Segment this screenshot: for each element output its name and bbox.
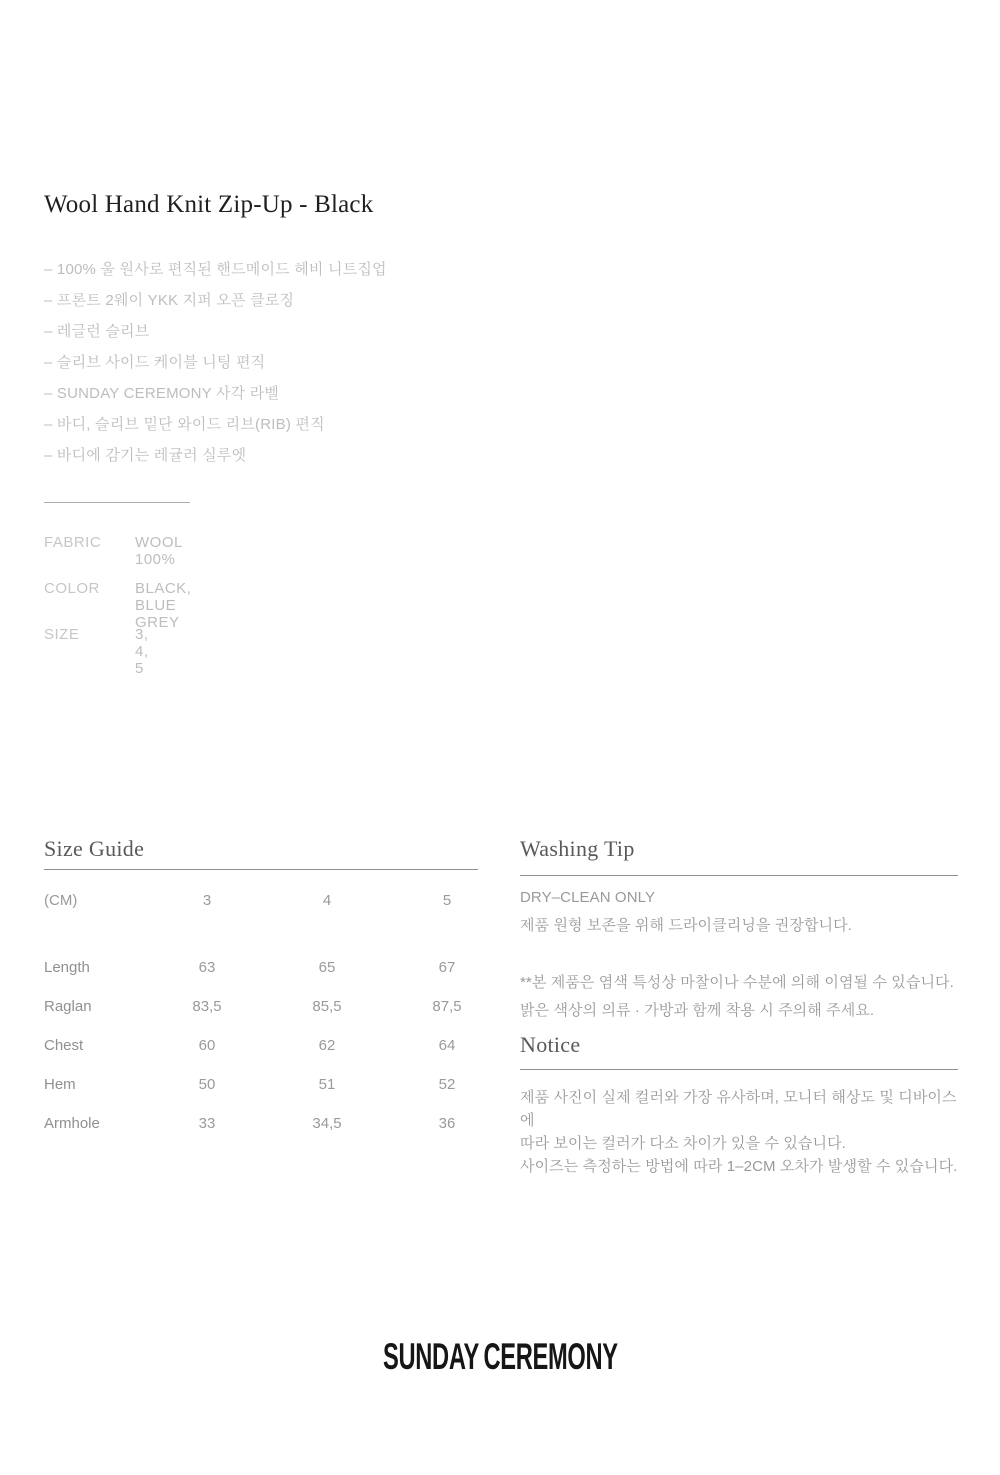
measure-value: 87,5 (432, 998, 462, 1015)
dye-warning-line: **본 제품은 염색 특성상 마찰이나 수분에 의해 이염될 수 있습니다. (520, 974, 954, 991)
feature-item: – SUNDAY CEREMONY 사각 라벨 (44, 385, 280, 402)
measure-value: 52 (438, 1076, 456, 1093)
notice-heading: Notice (520, 1032, 958, 1070)
washing-tip-section (520, 836, 958, 1025)
notice-line: 제품 사진이 실제 컬러와 가장 유사하며, 모니터 해상도 및 디바이스에 (520, 1089, 957, 1129)
measure-value: 65 (318, 959, 336, 976)
dye-warning (520, 969, 958, 1025)
divider-line (44, 502, 190, 503)
dry-clean-note: 제품 원형 보존을 위해 드라이클리닝을 권장합니다. (520, 917, 852, 934)
size-unit-label: (CM) (44, 891, 78, 909)
product-title: Wool Hand Knit Zip-Up - Black (44, 191, 374, 218)
measure-value: 51 (318, 1076, 336, 1093)
measure-value: 85,5 (312, 998, 342, 1015)
size-table-header-row (44, 891, 478, 909)
dye-warning-line: 밝은 색상의 의류 · 가방과 함께 착용 시 주의해 주세요. (520, 1002, 875, 1019)
measure-label: Hem (44, 1076, 76, 1093)
washing-instructions (520, 884, 958, 940)
feature-item: – 프론트 2웨이 YKK 지퍼 오픈 클로징 (44, 292, 295, 309)
measure-label: Raglan (44, 998, 92, 1015)
table-row-length (44, 948, 478, 987)
table-row-hem (44, 1065, 478, 1104)
washing-tip-heading: Washing Tip (520, 836, 958, 876)
measure-value: 83,5 (192, 998, 222, 1015)
dry-clean-line: DRY–CLEAN ONLY (520, 889, 656, 906)
table-row-raglan (44, 987, 478, 1026)
notice-section (520, 1032, 958, 1178)
spec-value: WOOL 100% (135, 534, 183, 568)
measure-value: 63 (198, 959, 216, 976)
notice-line: 따라 보이는 컬러가 다소 차이가 있을 수 있습니다. (520, 1135, 846, 1152)
feature-list (44, 254, 387, 471)
measure-value: 34,5 (312, 1115, 342, 1132)
measure-value: 33 (198, 1115, 216, 1132)
brand-logo: SUNDAY CEREMONY (382, 1336, 618, 1377)
spec-value: 3, 4, 5 (135, 626, 149, 677)
measure-value: 64 (438, 1037, 456, 1054)
spec-label: FABRIC (44, 534, 102, 551)
measure-value: 60 (198, 1037, 216, 1054)
size-guide-heading: Size Guide (44, 836, 478, 870)
measure-value: 62 (318, 1037, 336, 1054)
spec-label: SIZE (44, 626, 80, 643)
feature-item: – 레글런 슬리브 (44, 323, 150, 340)
feature-item: – 슬리브 사이드 케이블 니팅 편직 (44, 354, 266, 371)
size-column-header: 5 (442, 891, 452, 909)
spec-value: BLACK, BLUE GREY (135, 580, 192, 631)
measure-value: 36 (438, 1115, 456, 1132)
measure-value: 50 (198, 1076, 216, 1093)
measure-value: 67 (438, 959, 456, 976)
size-table-body (44, 948, 478, 1143)
size-guide-section (44, 836, 478, 1143)
feature-item: – 100% 울 원사로 편직된 핸드메이드 헤비 니트집업 (44, 261, 387, 278)
measure-label: Armhole (44, 1115, 100, 1132)
table-row-armhole (44, 1104, 478, 1143)
measure-label: Length (44, 959, 90, 976)
table-row-chest (44, 1026, 478, 1065)
size-column-header: 3 (202, 891, 212, 909)
measure-label: Chest (44, 1037, 84, 1054)
size-column-header: 4 (322, 891, 332, 909)
notice-line: 사이즈는 측정하는 방법에 따라 1–2CM 오차가 발생할 수 있습니다. (520, 1158, 958, 1175)
feature-item: – 바디에 감기는 레귤러 실루엣 (44, 447, 247, 464)
feature-item: – 바디, 슬리브 밑단 와이드 리브(RIB) 편직 (44, 416, 325, 433)
brand-footer (0, 1336, 1000, 1378)
spec-label: COLOR (44, 580, 100, 597)
notice-text (520, 1086, 958, 1178)
